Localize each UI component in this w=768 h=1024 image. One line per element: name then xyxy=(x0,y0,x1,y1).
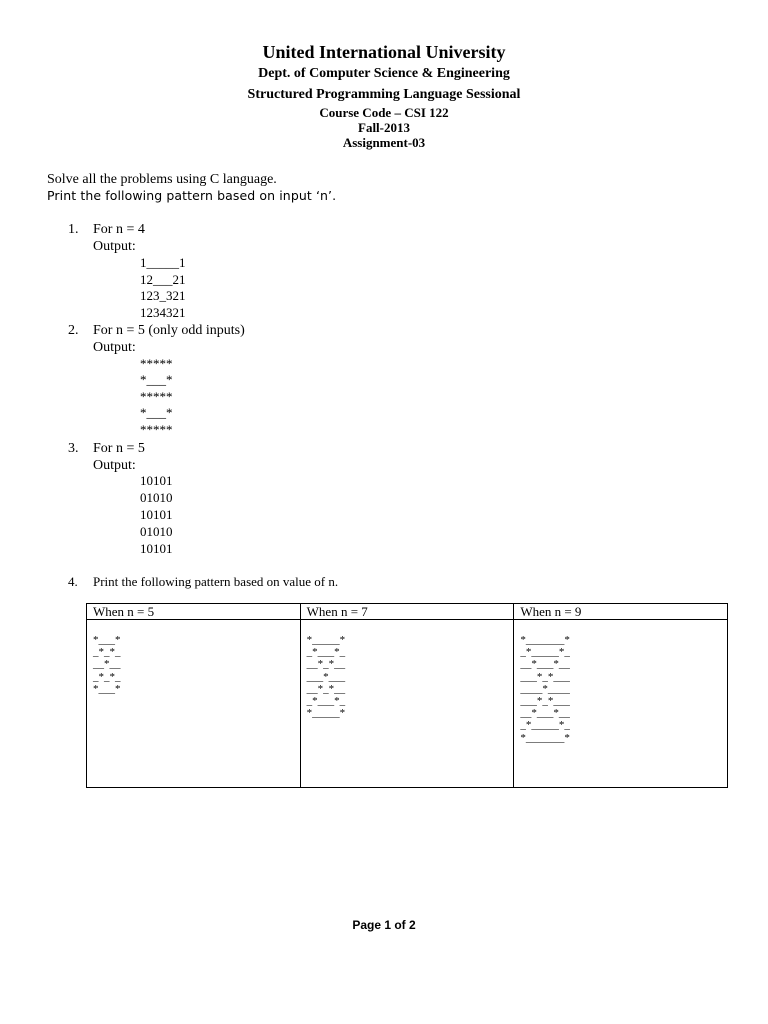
intro-line-2: Print the following pattern based on input ‘n’. xyxy=(47,188,337,203)
problem-2-output-label: Output: xyxy=(93,340,136,355)
table-header-row xyxy=(87,604,728,620)
table-row xyxy=(87,620,728,788)
table-cell xyxy=(514,620,728,788)
problem-1-output-label: Output: xyxy=(93,239,136,254)
term: Fall-2013 xyxy=(358,120,410,135)
table-cell xyxy=(300,620,514,788)
department-name: Dept. of Computer Science & Engineering xyxy=(258,66,510,81)
pattern-n9: *_______* _*_____*_ __*___*__ ___*_*___ ____*____ ___*_*___ __*___*__ _*_____*_ *_______* xyxy=(520,634,570,744)
page-number: Page 1 of 2 xyxy=(352,918,416,932)
table-header-cell: When n = 5 xyxy=(87,604,301,620)
intro-line-1: Solve all the problems using C language. xyxy=(47,172,277,187)
problem-1-title: For n = 4 xyxy=(93,222,145,237)
problem-2-line: *___* xyxy=(140,405,173,420)
university-title: United International University xyxy=(262,42,506,62)
problem-2-line: ***** xyxy=(140,389,173,404)
problem-3-line: 10101 xyxy=(140,541,173,556)
course-title: Structured Programming Language Sessional xyxy=(247,87,521,102)
problem-1-line: 1234321 xyxy=(140,305,186,320)
table-cell xyxy=(87,620,301,788)
pattern-n5: *___* _*_*_ __*__ _*_*_ *___* xyxy=(93,634,121,695)
problem-2-number: 2. xyxy=(68,323,79,338)
pattern-n7: *_____* _*___*_ __*_*__ ___*___ __*_*__ _*___*_ *_____* xyxy=(306,634,346,720)
problem-4-title: Print the following pattern based on value of n. xyxy=(93,574,339,589)
problem-2-line: ***** xyxy=(140,356,173,371)
course-code: Course Code – CSI 122 xyxy=(319,105,449,120)
problem-2-title: For n = 5 (only odd inputs) xyxy=(93,323,245,338)
problem-1-line: 12___21 xyxy=(140,272,186,287)
problem-2-line: ***** xyxy=(140,422,173,437)
problem-3-output-label: Output: xyxy=(93,458,136,473)
table-header-cell: When n = 7 xyxy=(300,604,514,620)
problem-3-number: 3. xyxy=(68,441,79,456)
pattern-table xyxy=(86,603,728,788)
problem-3-line: 10101 xyxy=(140,473,173,488)
table-header-cell: When n = 9 xyxy=(514,604,728,620)
problem-1-line: 123_321 xyxy=(140,288,186,303)
problem-2-line: *___* xyxy=(140,372,173,387)
problem-3-title: For n = 5 xyxy=(93,441,145,456)
problem-3-line: 01010 xyxy=(140,490,173,505)
problem-1-number: 1. xyxy=(68,222,79,237)
assignment-title: Assignment-03 xyxy=(342,135,426,150)
problem-3-line: 01010 xyxy=(140,524,173,539)
problem-4-number: 4. xyxy=(68,574,78,589)
problem-1-line: 1_____1 xyxy=(140,255,186,270)
problem-3-line: 10101 xyxy=(140,507,173,522)
